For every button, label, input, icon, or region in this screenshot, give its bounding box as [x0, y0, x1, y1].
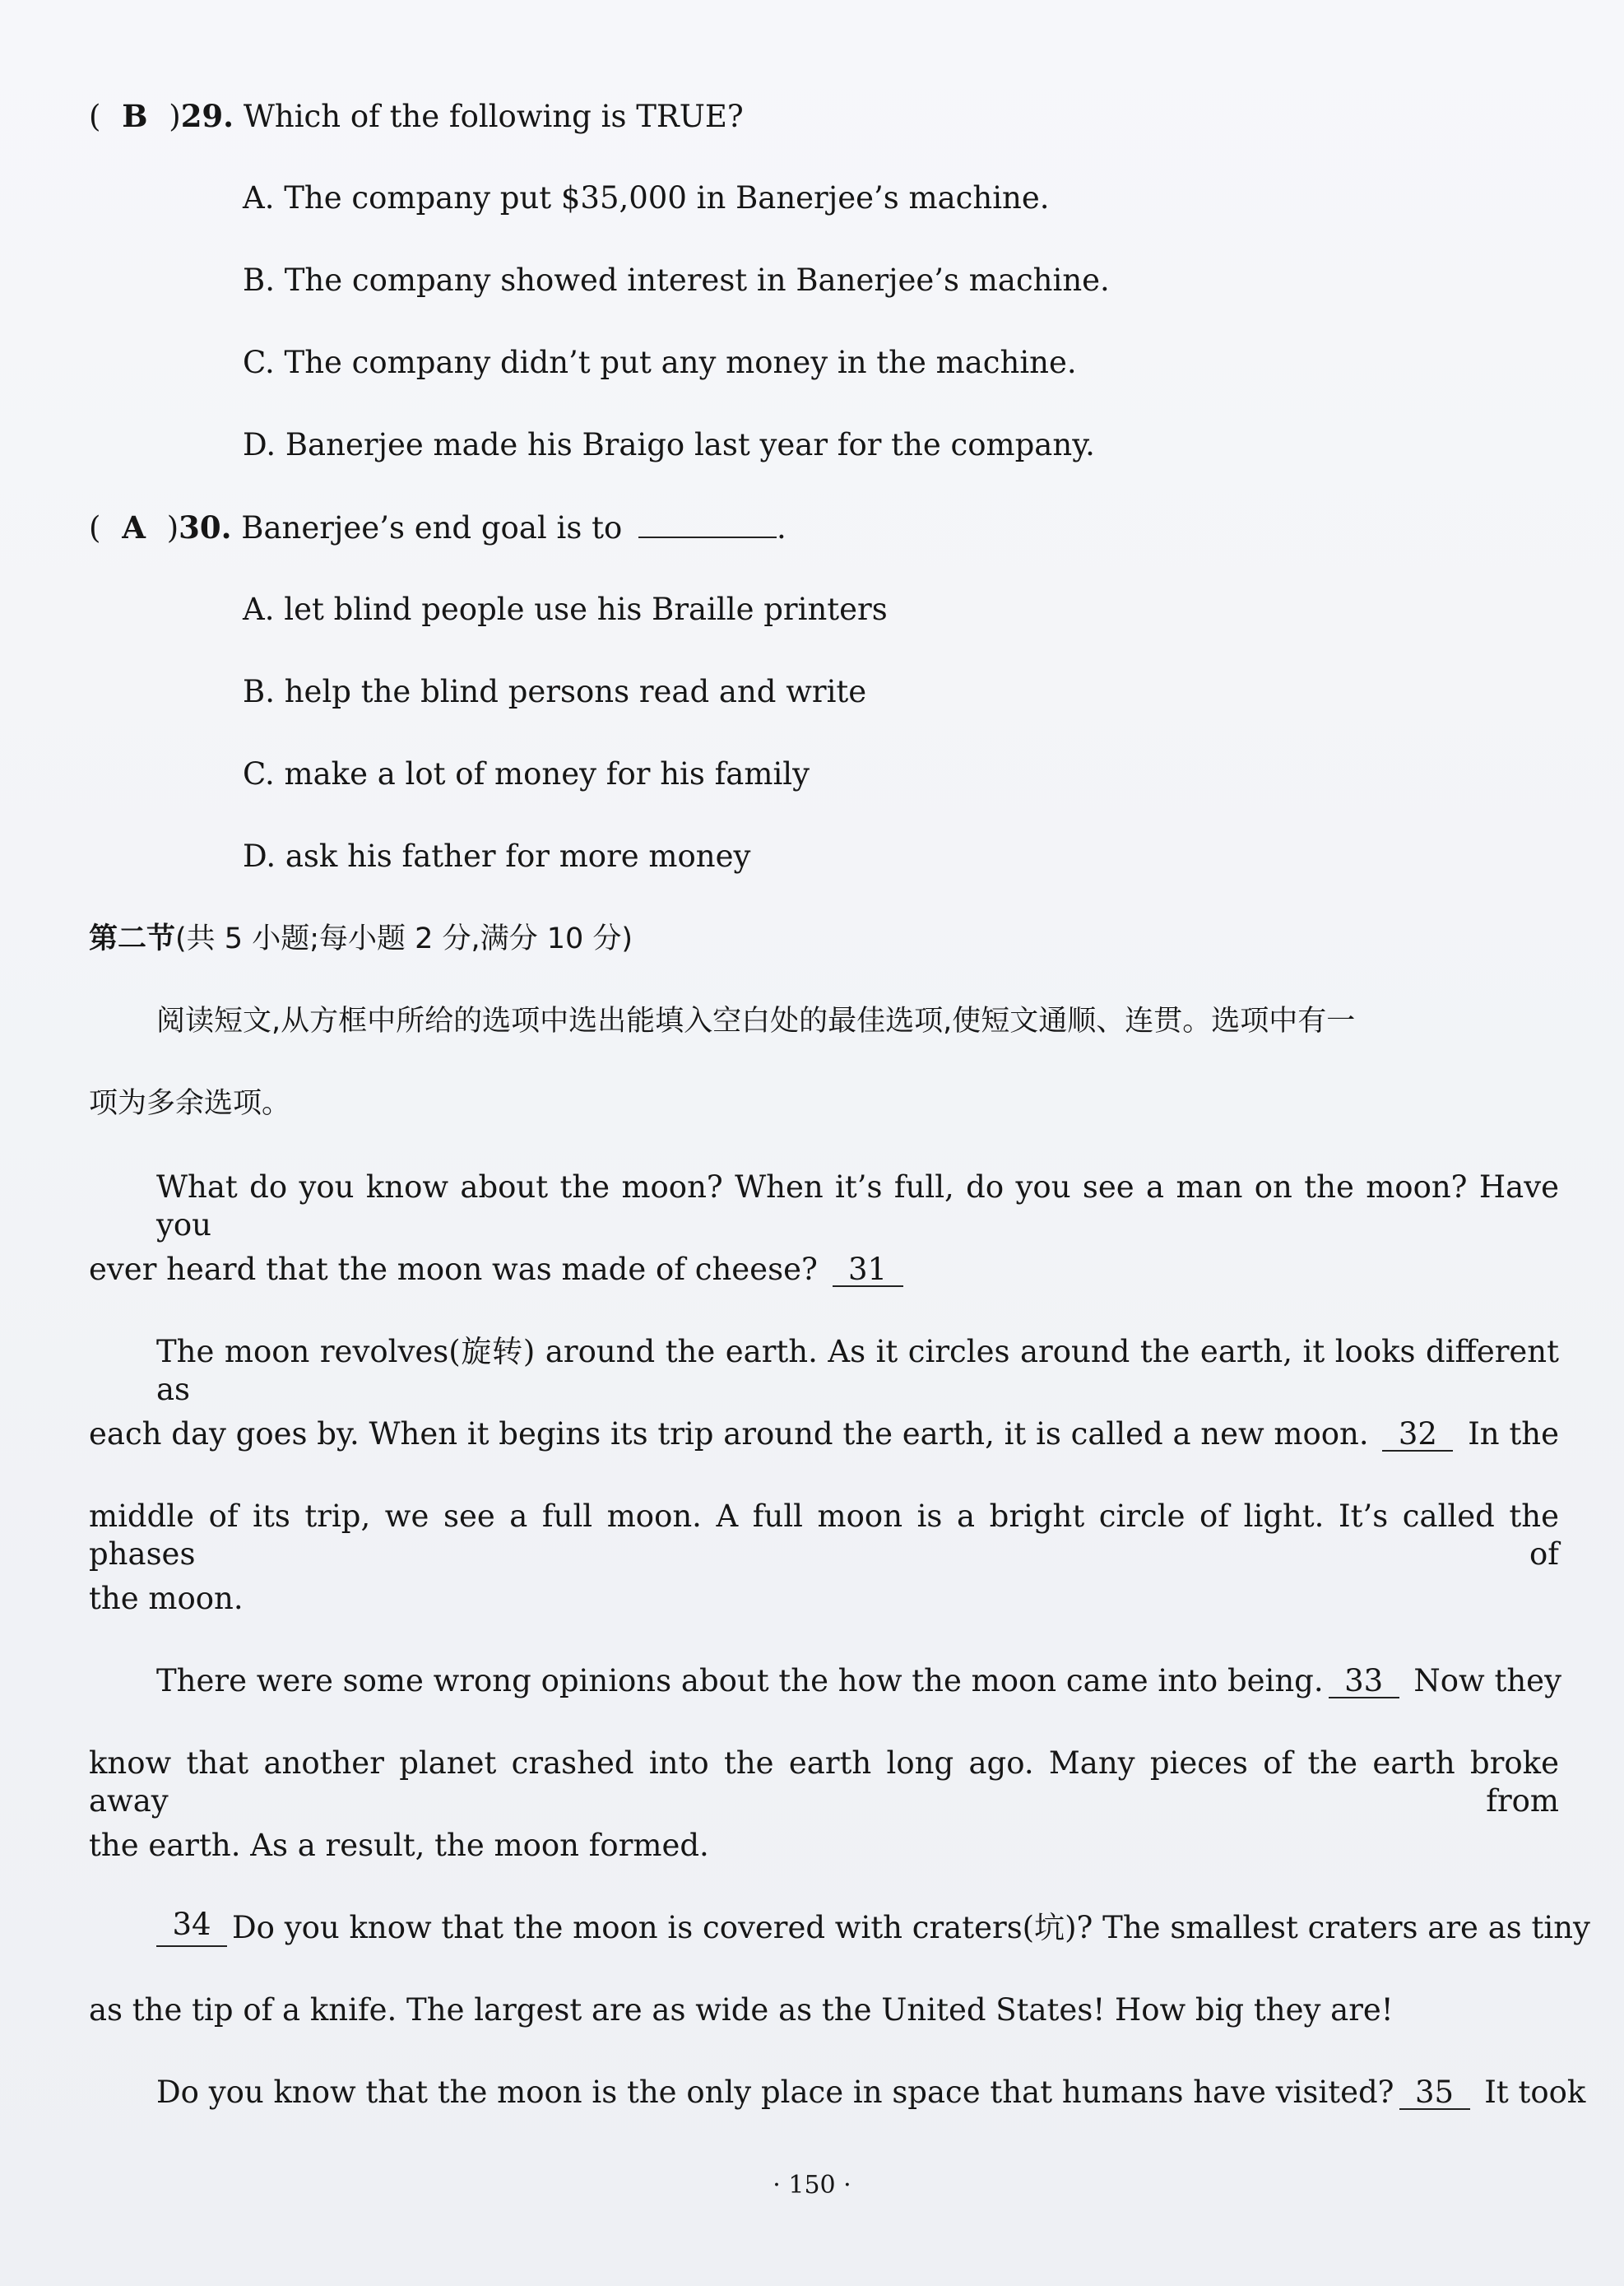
question-number: 30. — [179, 509, 232, 546]
section-title-bold: 第二节 — [89, 922, 176, 955]
passage-text: Do you know that the moon is covered with craters(坑)? The smallest craters are as tiny — [232, 1910, 1590, 1945]
answer-letter: B — [122, 98, 148, 134]
section-title-rest: (共 5 小题;每小题 2 分,满分 10 分) — [175, 922, 633, 955]
passage-p5-line1 — [156, 2074, 1586, 2112]
q29-option-d: D. Banerjee made his Braigo last year for the company. — [243, 427, 1095, 462]
passage-text-end: Now they — [1413, 1663, 1561, 1698]
question-number: 29. — [180, 98, 234, 134]
paren-close: ) — [169, 99, 181, 134]
blank-33: 33 — [1329, 1666, 1399, 1698]
passage-p2-line2 — [89, 1415, 1559, 1453]
page-number: · 150 · — [773, 2171, 851, 2200]
question-stem: Banerjee’s end goal is to — [241, 510, 623, 546]
passage-p4-line1 — [156, 1907, 1590, 1947]
paren-close: ) — [166, 510, 179, 546]
paren-open: ( — [89, 510, 101, 546]
paren-open: ( — [89, 99, 101, 134]
passage-text-end: In the — [1468, 1416, 1559, 1452]
instruction-line-2: 项为多余选项。 — [89, 1087, 291, 1120]
blank-35: 35 — [1399, 2077, 1470, 2110]
passage-text: ever heard that the moon was made of cheese? — [89, 1252, 818, 1287]
passage-p4-line2: as the tip of a knife. The largest are as wide as the United States! How big they are! — [89, 1992, 1394, 2028]
question-stem: Which of the following is TRUE? — [243, 99, 744, 134]
passage-text-end: It took — [1484, 2075, 1586, 2110]
question-30-header — [89, 509, 786, 547]
blank-31: 31 — [833, 1254, 903, 1287]
passage-p3-line3: the earth. As a result, the moon formed. — [89, 1828, 709, 1863]
passage-text: Do you know that the moon is the only place in space that humans have visited? — [156, 2075, 1394, 2110]
q30-option-c: C. make a lot of money for his family — [243, 756, 810, 792]
answer-letter: A — [122, 509, 146, 546]
passage-p2-line1: The moon revolves(旋转) around the earth. As it circles around the earth, it looks different as — [156, 1334, 1559, 1407]
passage-p2-line4: the moon. — [89, 1581, 244, 1616]
q30-option-a: A. let blind people use his Braille printers — [243, 592, 888, 627]
q30-option-b: B. help the blind persons read and write — [243, 674, 867, 709]
passage-p2-line3: middle of its trip, we see a full moon. A full moon is a bright circle of light. It’s called the phases of — [89, 1498, 1559, 1572]
passage-text: each day goes by. When it begins its trip around the earth, it is called a new moon. — [89, 1416, 1369, 1452]
question-29-header — [89, 97, 744, 136]
passage-p3-line2: know that another planet crashed into the earth long ago. Many pieces of the earth broke away from — [89, 1745, 1559, 1819]
blank-32: 32 — [1382, 1419, 1453, 1452]
q29-option-a: A. The company put $35,000 in Banerjee’s machine. — [243, 180, 1050, 216]
blank-34: 34 — [156, 1909, 227, 1947]
passage-p1-line1: What do you know about the moon? When it’s full, do you see a man on the moon? Have you — [156, 1169, 1559, 1243]
passage-p3-line1 — [156, 1662, 1559, 1700]
passage-p1-line2 — [89, 1251, 908, 1289]
passage-text: There were some wrong opinions about the how the moon came into being. — [156, 1663, 1324, 1698]
instruction-line-1: 阅读短文,从方框中所给的选项中选出能填入空白处的最佳选项,使短文通顺、连贯。选项中有一 — [156, 1005, 1356, 1038]
answer-blank — [638, 513, 777, 538]
section-title — [89, 920, 633, 958]
q29-option-b: B. The company showed interest in Banerjee’s machine. — [243, 263, 1110, 298]
stem-end: . — [776, 510, 786, 546]
q29-option-c: C. The company didn’t put any money in the machine. — [243, 345, 1077, 380]
q30-option-d: D. ask his father for more money — [243, 839, 751, 874]
